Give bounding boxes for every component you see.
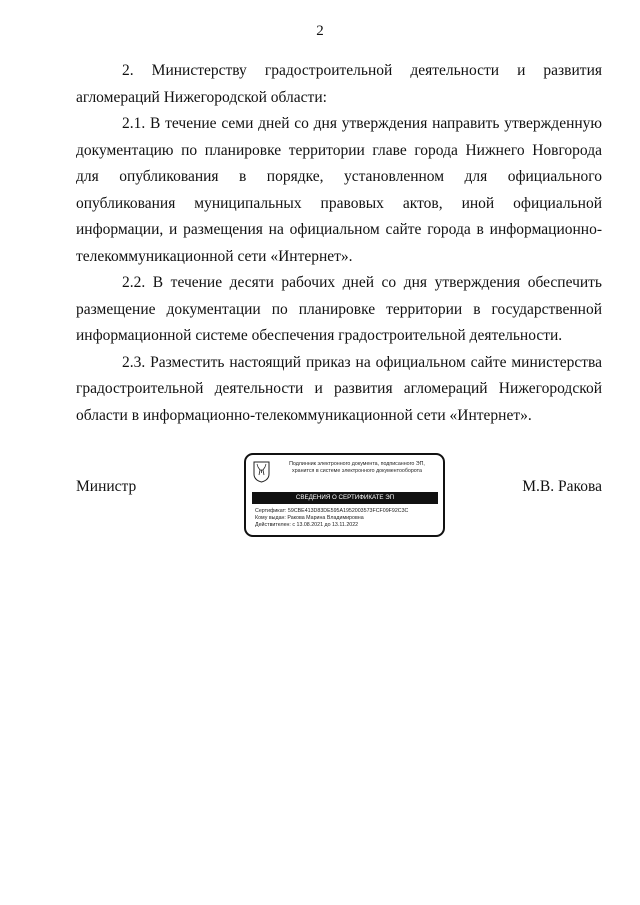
signatory-title: Министр [76,478,137,495]
stamp-header-line: хранится в системе электронного документооборота [292,468,422,474]
deer-emblem-icon [253,461,270,483]
stamp-header-line: Подлинник электронного документа, подписанного ЭП, [289,461,425,467]
paragraph-2-3: 2.3. Разместить настоящий приказ на официальном сайте министерства градостроительной деятельности и развития агломераций Нижегородской области в информационно-телекоммуникационной сети «Интернет». [76,353,602,424]
certificate-validity: Действителен: с 13.08.2021 до 13.11.2022 [255,522,359,529]
certificate-info-bar: СВЕДЕНИЯ О СЕРТИФИКАТЕ ЭП [252,492,438,504]
paragraph-2: 2. Министерству градостроительной деятельности и развития агломераций Нижегородской области: [76,62,602,106]
certificate-owner: Кому выдан: Ракова Марина Владимировна [255,515,364,522]
electronic-signature-stamp [244,453,445,537]
certificate-details [255,508,441,530]
paragraph-2-2: 2.2. В течение десяти рабочих дней со дня утверждения обеспечить размещение документации по планировке территории в государственной информационной системе обеспечения градостроительной деятельности. [76,274,602,344]
paragraph-2-1: 2.1. В течение семи дней со дня утверждения направить утвержденную документацию по планировке территории главе города Нижнего Новгорода для опубликования в порядке, установленном для официального опубликования муниципальных правовых актов, иной официальной информации, и размещения на официальном сайте города в информационно-телекоммуникационной сети «Интернет». [76,115,602,265]
stamp-header [274,461,440,475]
signatory-name: М.В. Ракова [522,478,602,495]
page-number: 2 [316,23,324,39]
certificate-number: Сертификат: 59CBE413D83DE595A1952003573FCF09F92C3C [255,508,409,514]
document-body [76,58,602,429]
